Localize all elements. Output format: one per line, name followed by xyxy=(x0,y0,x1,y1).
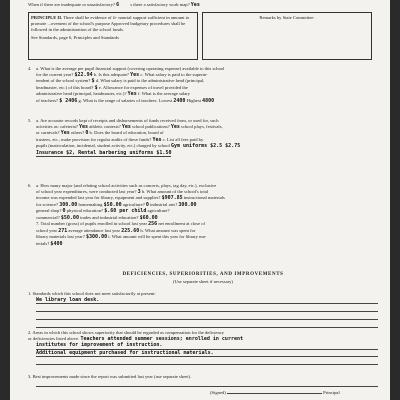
deficiency-1: 1. Standards which this school does not meet satisfactorily at present: We library loan desk. xyxy=(28,291,378,328)
item-4: 4. a. What is the average per pupil financial support (covering operating expense) available to this school for the current year? $22.94 b. Is this adequate? Yes c. What salary is paid to the superin- tendent of the school system? $ d. What salary is paid to the administrative head (principal, headmaster, etc.) of this board? $ e. Allowance for expenses of travel provided the administrative head (principal, headmaster, etc.)? Yes f. What is the average salary of teachers? $ 2406 g. What is the range of salaries of teachers: Lowest 2400 Highest 4800 xyxy=(28,66,225,104)
principle-box: PRINCIPLE II. There shall be evidence of fi- nancial support sufficient in amount to promote ...ovement of the school's purpose Approved budgetary procedures shall be followed in the administration of the school funds. See Standards, page 6, Principles and Standards xyxy=(28,12,198,60)
remarks-box: Remarks by State Committee: xyxy=(202,12,372,60)
top-answer-1: 6 xyxy=(116,2,120,8)
item-6: 6. a. How many major (and relating school activities such as concerts, plays, tag day, etc.), exclusive of school year expenditures, were conducted last year? 3 b. What amount of the school's total income was expended last year for library, equipment and supplies? $907.85 instructional materials for science? 300.00 homemaking $50.00 agriculture? 0 industrial arts? 300.00 general shop? 0 physical education? $.60 per child agriculture? commercial? $50.00 trades and industrial education? $60.00 7. Total number (gross) of pupils enrolled in school last year 256 net enrollment at close of school year 271 average attendance last year 225.60 h. What amount was spent for library materials last year? $300.00 i. What amount will be spent this year for library ma- terials? $400 xyxy=(28,183,225,247)
document-page xyxy=(10,0,390,400)
deficiency-3: 3. Best improvements made since the report was submitted last year (use separate sheet). xyxy=(28,374,378,387)
item-5: 5. a. Are accurate records kept of receipts and disbursements of funds received from, or used for, such activities as: cafeteria? Yes athletic contests? Yes school publications? Yes school plays, festivals, or carnivals? Yes others? 0 b. Does the board of education, board of trustees, etc., make provision for regular audits of these funds? Yes c. List all fees paid by pupils (matriculation, incidental, student activity, etc.) charged by school Gym uniforms $2.5 $2.75 Insurance $2, Rental barbering uniforms $1.50 xyxy=(28,118,241,156)
top-question: When if there are inadequate or unsatisfactory? 6 s there a satisfactory work map? Yes xyxy=(28,2,200,8)
deficiencies-heading: DEFICIENCIES, SUPERIORITIES, AND IMPROVEMENTS (Use separate sheet if necessary) xyxy=(122,272,284,284)
signature-line: (Signed) Principal xyxy=(210,390,340,395)
deficiency-2: 2. Areas in which this school shows superiority that should be regarded as compensation for the deficiency or deficiencies listed above. Teachers attended summer sessions; enrolled in current institutes for improvement of instruction. Additional equipment purchased for instructional materials. xyxy=(28,330,378,365)
top-answer-2: Yes xyxy=(190,2,200,8)
